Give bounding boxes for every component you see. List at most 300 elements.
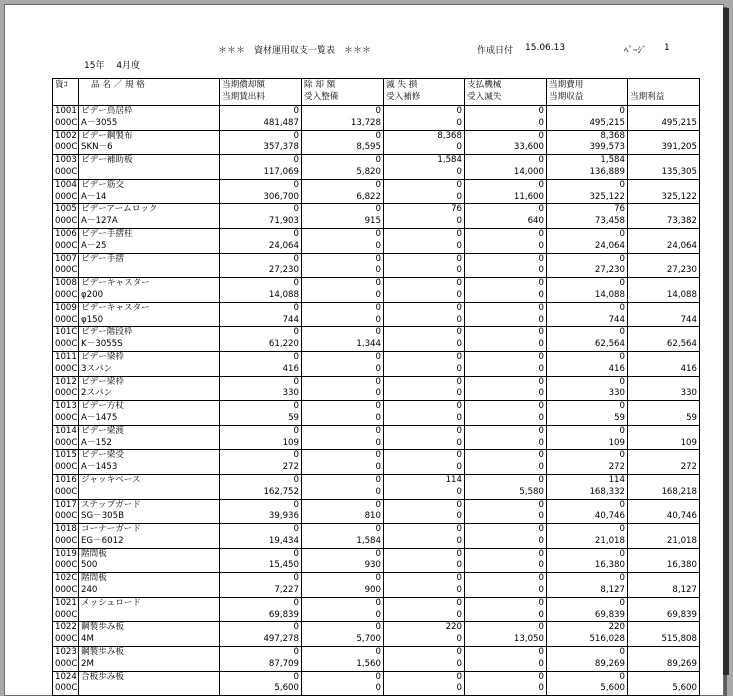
cell-c6: 168,218 [661,486,697,497]
table-cell [465,401,547,426]
table-cell [384,376,465,401]
table-row [53,278,700,303]
table-cell [79,228,220,253]
table-cell [384,228,465,253]
cell-c2a: 0 [375,204,381,215]
table-cell [628,548,700,573]
date-value: 15.06.13 [525,43,566,53]
table-cell [53,425,79,450]
cell-name: ステップガード [81,499,141,510]
report-period: 15年 4月度 [84,61,141,71]
table-cell [384,179,465,204]
cell-c1a: 0 [293,327,299,338]
cell-c3a: 0 [456,302,462,313]
cell-c2a: 0 [375,474,381,485]
cell-c5b: 16,380 [594,560,625,571]
report-title: ＊＊＊ 資材運用収支一覧表 ＊＊＊ [218,46,372,56]
table-cell [220,228,302,253]
cell-c2b: 0 [375,265,381,276]
cell-c4b: 14,000 [513,166,544,177]
table-cell [465,450,547,475]
cell-name: ビデーアームロック [81,204,158,215]
table-cell [79,597,220,622]
table-cell [628,351,700,376]
table-row [53,524,700,549]
table-cell [53,401,79,426]
table-row [53,302,700,327]
cell-code: 1011 [55,351,77,362]
cell-c2a: 0 [375,499,381,510]
cell-c6: 69,839 [666,609,697,620]
table-cell [547,106,628,131]
table-row [53,130,700,155]
cell-c1a: 0 [293,425,299,436]
cell-c6: 21,018 [666,535,697,546]
cell-name: ビデー手摺 [81,253,124,264]
table-cell [384,401,465,426]
table-cell [220,548,302,573]
cell-c2b: 0 [375,683,381,694]
cell-c2b: 0 [375,462,381,473]
table-cell [465,106,547,131]
page-shadow [723,8,729,675]
cell-c3b: 0 [456,535,462,546]
cell-c2a: 0 [375,597,381,608]
cell-spec: φ150 [81,314,104,325]
cell-sub: 000C [55,314,78,325]
cell-c1a: 0 [293,253,299,264]
cell-c6: 59 [686,412,697,423]
table-cell [547,573,628,598]
cell-code: 1009 [55,302,77,313]
table-cell [302,425,384,450]
cell-sub: 000C [55,240,78,251]
cell-c2a: 0 [375,573,381,584]
table-cell [628,597,700,622]
cell-c1a: 0 [293,499,299,510]
cell-spec: 3スパン [81,363,113,374]
table-cell [79,351,220,376]
table-row [53,376,700,401]
cell-spec [81,265,217,277]
table-cell [220,499,302,524]
cell-c5a: 220 [608,622,625,633]
table-cell [302,278,384,303]
cell-c6: 8,127 [672,585,697,596]
table-cell [220,376,302,401]
table-cell [79,425,220,450]
cell-c2b: 5,820 [356,166,381,177]
table-cell [302,106,384,131]
table-cell [384,425,465,450]
cell-sub: 000C [55,142,78,153]
page-number: 1 [664,43,670,53]
cell-spec [81,610,217,622]
table-cell [53,499,79,524]
table-cell [53,524,79,549]
cell-code: 1024 [55,671,77,682]
table-row [53,425,700,450]
cell-c5b: 416 [608,363,625,374]
table-cell [53,155,79,180]
table-cell [384,647,465,672]
table-cell [547,376,628,401]
cell-code: 1015 [55,450,77,461]
cell-c4b: 0 [538,412,544,423]
cell-c4b: 0 [538,265,544,276]
cell-c3b: 0 [456,142,462,153]
cell-code: 1021 [55,597,77,608]
cell-c4b: 5,580 [519,486,544,497]
cell-empty [630,647,697,659]
cell-c4b: 13,050 [513,634,544,645]
cell-c1b: 69,839 [268,609,299,620]
table-cell [79,278,220,303]
cell-c3b: 0 [456,462,462,473]
table-cell [220,647,302,672]
cell-c2b: 930 [364,560,381,571]
cell-c1b: 27,230 [268,265,299,276]
table-cell [302,450,384,475]
cell-c5a: 0 [619,179,625,190]
cell-c1b: 272 [282,462,299,473]
cell-empty [630,204,697,216]
cell-c1b: 357,378 [263,142,299,153]
cell-c5b: 272 [608,462,625,473]
col-code-header: 資ｺ [53,79,79,106]
table-cell [79,401,220,426]
table-cell [465,228,547,253]
cell-spec: SKN－6 [81,142,113,153]
table-cell [628,130,700,155]
cell-c5b: 399,573 [589,142,625,153]
cell-c1a: 0 [293,573,299,584]
cell-code: 1014 [55,425,77,436]
col-profit-header: 当期利益 [628,79,700,106]
cell-empty [630,155,697,167]
cell-c3a: 1,584 [437,155,462,166]
cell-c4a: 0 [538,450,544,461]
cell-c4b: 0 [538,388,544,399]
table-cell [384,450,465,475]
cell-c2b: 1,584 [356,535,381,546]
cell-sub: 000C [55,535,78,546]
table-cell [220,450,302,475]
cell-name: ビデー階段枠 [81,327,133,338]
table-row [53,401,700,426]
cell-c4b: 0 [538,437,544,448]
cell-c6: 24,064 [666,240,697,251]
cell-c5b: 136,889 [589,166,625,177]
cell-c6: 744 [680,314,697,325]
table-cell [79,376,220,401]
cell-c4a: 0 [538,401,544,412]
cell-c2b: 915 [364,216,381,227]
cell-c6: 391,205 [661,142,697,153]
cell-c4b: 0 [538,289,544,300]
cell-c2a: 0 [375,278,381,289]
cell-code: 1013 [55,401,77,412]
table-cell [465,524,547,549]
cell-name: ビデー手摺柱 [81,228,133,239]
cell-c4a: 0 [538,573,544,584]
cell-c3a: 0 [456,499,462,510]
table-cell [302,622,384,647]
cell-c5a: 0 [619,351,625,362]
cell-c5b: 21,018 [594,535,625,546]
table-cell [628,253,700,278]
table-cell [465,622,547,647]
cell-c5b: 62,564 [594,339,625,350]
table-cell [53,327,79,352]
table-cell [628,228,700,253]
cell-c3a: 0 [456,376,462,387]
table-cell [302,327,384,352]
table-cell [628,302,700,327]
cell-c4a: 0 [538,647,544,658]
page-label: ﾍﾟｰｼﾞ [624,46,647,56]
cell-c3a: 76 [451,204,462,215]
table-cell [79,474,220,499]
cell-c6: 515,808 [661,634,697,645]
cell-c5b: 744 [608,314,625,325]
cell-c3a: 0 [456,647,462,658]
cell-c2a: 0 [375,671,381,682]
table-cell [79,130,220,155]
cell-c4b: 11,600 [513,191,544,202]
cell-c6: 89,269 [666,658,697,669]
table-cell [53,253,79,278]
cell-c4b: 33,600 [513,142,544,153]
cell-c1a: 0 [293,647,299,658]
cell-c3b: 0 [456,117,462,128]
table-cell [465,351,547,376]
cell-sub: 000C [55,437,78,448]
date-label: 作成日付 [477,46,514,56]
cell-c3a: 220 [445,622,462,633]
cell-c4b: 0 [538,658,544,669]
cell-c3b: 0 [456,166,462,177]
table-cell [79,499,220,524]
cell-c5a: 0 [619,376,625,387]
cell-c1a: 0 [293,228,299,239]
table-cell [465,647,547,672]
table-cell [547,302,628,327]
cell-c3b: 0 [456,658,462,669]
cell-name: ビデーキャスター [81,278,150,289]
table-cell [465,474,547,499]
cell-c4a: 0 [538,376,544,387]
cell-c1b: 306,700 [263,191,299,202]
cell-c2a: 0 [375,302,381,313]
cell-c6: 495,215 [661,117,697,128]
cell-c4a: 0 [538,253,544,264]
cell-c2b: 0 [375,388,381,399]
table-cell [53,351,79,376]
cell-c1a: 0 [293,106,299,116]
table-cell [384,302,465,327]
cell-c5a: 8,368 [600,130,625,141]
cell-spec: A－1475 [81,412,118,423]
table-cell [220,327,302,352]
cell-spec: φ200 [81,289,104,300]
table-cell [220,597,302,622]
cell-spec: A－25 [81,240,107,251]
cell-c1b: 19,434 [268,535,299,546]
cell-name: ジャッキベース [81,474,141,485]
cell-sub: 000C [55,265,78,276]
table-cell [79,302,220,327]
cell-empty [630,254,697,266]
table-row [53,474,700,499]
cell-c2a: 0 [375,622,381,633]
cell-c4b: 0 [538,511,544,522]
cell-c3a: 0 [456,253,462,264]
cell-c5b: 8,127 [600,585,625,596]
table-row [53,351,700,376]
cell-c5b: 14,088 [594,289,625,300]
cell-c2a: 0 [375,401,381,412]
table-cell [465,253,547,278]
table-cell [302,253,384,278]
table-cell [53,204,79,229]
cell-c4b: 640 [527,216,544,227]
cell-c4b: 0 [538,314,544,325]
table-cell [302,524,384,549]
cell-c3b: 0 [456,609,462,620]
cell-empty [630,303,697,315]
cell-c1a: 0 [293,204,299,215]
cell-c3b: 0 [456,511,462,522]
cell-c5b: 40,746 [594,511,625,522]
table-row [53,622,700,647]
table-cell [53,302,79,327]
cell-c2a: 0 [375,327,381,338]
cell-c2b: 1,344 [356,339,381,350]
cell-c1b: 14,088 [268,289,299,300]
cell-c2b: 8,595 [356,142,381,153]
cell-c2a: 0 [375,179,381,190]
cell-c5a: 0 [619,597,625,608]
cell-c3a: 0 [456,327,462,338]
table-cell [384,204,465,229]
table-cell [220,573,302,598]
cell-c1b: 24,064 [268,240,299,251]
cell-c4b: 0 [538,535,544,546]
cell-spec: 2スパン [81,388,113,399]
cell-c4a: 0 [538,597,544,608]
table-cell [547,499,628,524]
cell-empty [630,500,697,512]
cell-c3a: 0 [456,450,462,461]
cell-c1b: 744 [282,314,299,325]
cell-c6: 27,230 [666,265,697,276]
cell-name: 階間板 [81,548,107,559]
cell-c3b: 0 [456,437,462,448]
table-cell [628,401,700,426]
table-cell [53,179,79,204]
table-cell [302,302,384,327]
cell-c3a: 0 [456,548,462,559]
cell-c2b: 6,822 [356,191,381,202]
table-row [53,548,700,573]
table-cell [628,425,700,450]
cell-c4b: 0 [538,462,544,473]
table-row [53,647,700,672]
table-cell [220,253,302,278]
cell-c2a: 0 [375,524,381,535]
table-row [53,179,700,204]
cell-c3b: 0 [456,585,462,596]
cell-c3a: 0 [456,401,462,412]
cell-c1b: 497,278 [263,634,299,645]
cell-spec: 500 [81,560,98,571]
cell-c4a: 0 [538,474,544,485]
table-cell [628,204,700,229]
cell-c5b: 516,028 [589,634,625,645]
cell-c1b: 416 [282,363,299,374]
table-cell [79,253,220,278]
cell-sub: 000C [55,412,78,423]
cell-c1a: 0 [293,278,299,289]
table-cell [384,253,465,278]
cell-code: 1016 [55,474,77,485]
table-cell [302,228,384,253]
cell-name: ビデー筋交 [81,179,124,190]
table-cell [302,401,384,426]
table-cell [547,548,628,573]
cell-c6: 135,305 [661,166,697,177]
cell-c5a: 1,584 [600,155,625,166]
cell-c1a: 0 [293,474,299,485]
cell-c1a: 0 [293,524,299,535]
cell-c3b: 0 [456,486,462,497]
cell-sub: 000C [55,609,78,620]
cell-empty [630,377,697,389]
cell-code: 1017 [55,499,77,510]
cell-c1a: 0 [293,302,299,313]
table-cell [53,573,79,598]
table-cell [547,622,628,647]
cell-c3a: 0 [456,671,462,682]
cell-sub: 000C [55,216,78,227]
cell-c2a: 0 [375,351,381,362]
cell-c2a: 0 [375,253,381,264]
cell-name: 鋼製歩み板 [81,622,124,633]
cell-code: 1008 [55,278,77,289]
table-cell [220,130,302,155]
cell-c2b: 5,700 [356,634,381,645]
cell-c5b: 5,600 [600,683,625,694]
cell-code: 1012 [55,376,77,387]
table-cell [465,499,547,524]
cell-code: 1022 [55,622,77,633]
cell-sub: 000C [55,117,78,128]
table-cell [628,179,700,204]
table-cell [79,155,220,180]
cell-empty [630,450,697,462]
cell-sub: 000C [55,166,78,177]
table-cell [79,573,220,598]
cell-c5a: 0 [619,573,625,584]
cell-c3a: 114 [445,474,462,485]
cell-c1a: 0 [293,351,299,362]
report-table [52,78,700,696]
table-cell [79,647,220,672]
cell-c5b: 73,458 [594,216,625,227]
table-cell [384,597,465,622]
cell-c1b: 7,227 [274,585,299,596]
